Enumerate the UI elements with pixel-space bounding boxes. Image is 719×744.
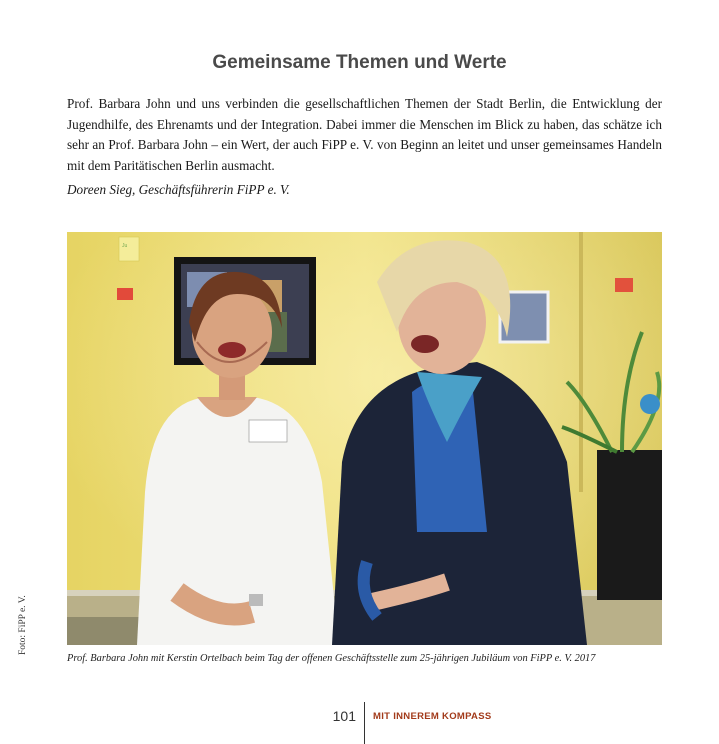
- photo-credit: Foto: FiPP e. V.: [18, 595, 28, 655]
- wall-note-text: Ju: [122, 243, 128, 249]
- intro-paragraph: Prof. Barbara John und uns verbinden die gesellschaftlichen Themen der Stadt Berlin, die Entwicklung der Jugendhilfe, des Ehrenamts und der Integration. Dabei immer die Menschen im Blick zu haben, das schätze ich sehr an Prof. Barbara John – ein Wert, der auch FiPP e. V. von Beginn an leitet und unser gemeinsames Handeln mit dem Paritätischen Berlin ausmacht.: [67, 96, 662, 173]
- page-title: Gemeinsame Themen und Werte: [212, 52, 507, 73]
- footer-section-title: MIT INNEREM KOMPASS: [373, 711, 492, 722]
- page-number: 101: [332, 708, 356, 724]
- footer-divider: [364, 702, 365, 744]
- event-photo: [67, 232, 662, 645]
- author-signature: Doreen Sieg, Geschäftsführerin FiPP e. V.: [67, 182, 290, 197]
- photo-caption: Prof. Barbara John mit Kerstin Ortelbach beim Tag der offenen Geschäftsstelle zum 25-jährigen Jubiläum von FiPP e. V. 2017: [67, 653, 596, 664]
